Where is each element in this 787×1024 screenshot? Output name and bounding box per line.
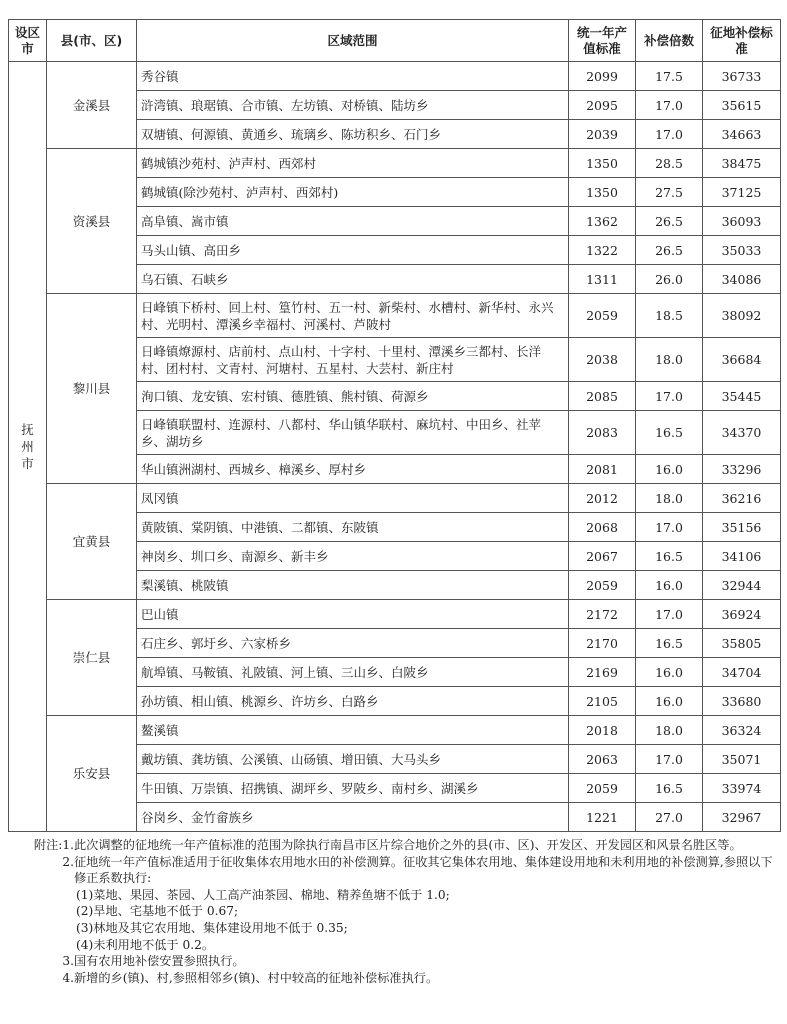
table-row (9, 484, 781, 513)
city-cell: 抚州市 (9, 62, 47, 832)
compensation-standard-cell: 37125 (703, 178, 781, 207)
area-cell: 乌石镇、石峡乡 (137, 265, 569, 294)
compensation-standard-cell: 34663 (703, 120, 781, 149)
annual-output-standard-cell: 1322 (569, 236, 636, 265)
note-2 (6, 854, 781, 887)
compensation-standard-cell: 36684 (703, 338, 781, 382)
compensation-multiple-cell: 16.0 (636, 571, 703, 600)
annual-output-standard-cell: 2063 (569, 745, 636, 774)
note-1 (6, 837, 781, 854)
area-cell: 日峰镇燎源村、店前村、点山村、十字村、十里村、潭溪乡三都村、长洋村、团村村、文青村、河塘村、五星村、大芸村、新庄村 (137, 338, 569, 382)
area-cell: 日峰镇下桥村、回上村、篁竹村、五一村、新柴村、水槽村、新华村、永兴村、光明村、潭溪乡幸福村、河溪村、芦陂村 (137, 294, 569, 338)
note-3-text: 国有农用地补偿安置参照执行。 (74, 954, 245, 969)
compensation-multiple-cell: 27.0 (636, 803, 703, 832)
compensation-standard-cell: 33680 (703, 687, 781, 716)
compensation-standard-cell: 32944 (703, 571, 781, 600)
compensation-standard-cell: 35445 (703, 382, 781, 411)
annual-output-standard-cell: 2059 (569, 774, 636, 803)
compensation-table (8, 19, 781, 832)
area-cell: 巴山镇 (137, 600, 569, 629)
table-body (9, 62, 781, 832)
annual-output-standard-cell: 1350 (569, 178, 636, 207)
note-2-item: (2)旱地、宅基地不低于 0.67; (76, 904, 239, 919)
compensation-multiple-cell: 26.0 (636, 265, 703, 294)
table-row (9, 62, 781, 91)
compensation-multiple-cell: 17.0 (636, 745, 703, 774)
compensation-multiple-cell: 28.5 (636, 149, 703, 178)
area-cell: 双塘镇、何源镇、黄通乡、琉璃乡、陈坊积乡、石门乡 (137, 120, 569, 149)
note-2-label: 2. (62, 854, 74, 869)
compensation-standard-cell: 38475 (703, 149, 781, 178)
compensation-multiple-cell: 27.5 (636, 178, 703, 207)
header-city: 设区市 (9, 20, 47, 62)
compensation-standard-cell: 38092 (703, 294, 781, 338)
compensation-multiple-cell: 16.0 (636, 455, 703, 484)
area-cell: 戴坊镇、龚坊镇、公溪镇、山砀镇、增田镇、大马头乡 (137, 745, 569, 774)
area-cell: 马头山镇、高田乡 (137, 236, 569, 265)
area-cell: 华山镇洲湖村、西城乡、樟溪乡、厚村乡 (137, 455, 569, 484)
compensation-multiple-cell: 26.5 (636, 207, 703, 236)
area-cell: 航埠镇、马鞍镇、礼陂镇、河上镇、三山乡、白陂乡 (137, 658, 569, 687)
compensation-multiple-cell: 16.0 (636, 687, 703, 716)
note-2-item: (1)菜地、果园、茶园、人工高产油茶园、棉地、精养鱼塘不低于 1.0; (76, 887, 450, 902)
annual-output-standard-cell: 2068 (569, 513, 636, 542)
compensation-standard-cell: 34106 (703, 542, 781, 571)
compensation-standard-cell: 36733 (703, 62, 781, 91)
table-row (9, 294, 781, 338)
area-cell: 梨溪镇、桃陂镇 (137, 571, 569, 600)
compensation-standard-cell: 34370 (703, 411, 781, 455)
area-cell: 凤冈镇 (137, 484, 569, 513)
annual-output-standard-cell: 2038 (569, 338, 636, 382)
area-cell: 秀谷镇 (137, 62, 569, 91)
note-3 (6, 953, 781, 970)
header-county: 县(市、区) (47, 20, 137, 62)
county-cell: 资溪县 (47, 149, 137, 294)
compensation-multiple-cell: 18.0 (636, 338, 703, 382)
note-4-text: 新增的乡(镇)、村,参照相邻乡(镇)、村中较高的征地补偿标准执行。 (74, 970, 439, 985)
area-cell: 黄陂镇、棠阴镇、中港镇、二都镇、东陂镇 (137, 513, 569, 542)
annual-output-standard-cell: 2012 (569, 484, 636, 513)
area-cell: 鹤城镇(除沙苑村、泸声村、西郊村) (137, 178, 569, 207)
annual-output-standard-cell: 2018 (569, 716, 636, 745)
compensation-standard-cell: 35033 (703, 236, 781, 265)
area-cell: 高阜镇、嵩市镇 (137, 207, 569, 236)
annual-output-standard-cell: 2059 (569, 571, 636, 600)
compensation-standard-cell: 35615 (703, 91, 781, 120)
annual-output-standard-cell: 2059 (569, 294, 636, 338)
table-row (9, 149, 781, 178)
annual-output-standard-cell: 2067 (569, 542, 636, 571)
annual-output-standard-cell: 1221 (569, 803, 636, 832)
county-cell: 宜黄县 (47, 484, 137, 600)
compensation-multiple-cell: 18.5 (636, 294, 703, 338)
compensation-standard-cell: 35805 (703, 629, 781, 658)
compensation-multiple-cell: 16.5 (636, 411, 703, 455)
compensation-multiple-cell: 16.5 (636, 542, 703, 571)
header-compensation-standard: 征地补偿标准 (703, 20, 781, 62)
county-cell: 乐安县 (47, 716, 137, 832)
header-annual-output-standard: 统一年产值标准 (569, 20, 636, 62)
note-1-text: 此次调整的征地统一年产值标准的范围为除执行南昌市区片综合地价之外的县(市、区)、开发区、开发园区和风景名胜区等。 (74, 838, 742, 852)
annual-output-standard-cell: 2083 (569, 411, 636, 455)
county-cell: 金溪县 (47, 62, 137, 149)
annual-output-standard-cell: 2039 (569, 120, 636, 149)
compensation-standard-cell: 34704 (703, 658, 781, 687)
compensation-multiple-cell: 17.5 (636, 62, 703, 91)
annual-output-standard-cell: 1350 (569, 149, 636, 178)
compensation-standard-cell: 36216 (703, 484, 781, 513)
annual-output-standard-cell: 2172 (569, 600, 636, 629)
compensation-multiple-cell: 16.5 (636, 629, 703, 658)
note-3-label: 3. (62, 954, 74, 969)
header-area: 区域范围 (137, 20, 569, 62)
area-cell: 谷岗乡、金竹畲族乡 (137, 803, 569, 832)
compensation-multiple-cell: 17.0 (636, 382, 703, 411)
compensation-multiple-cell: 17.0 (636, 600, 703, 629)
compensation-standard-cell: 32967 (703, 803, 781, 832)
area-cell: 鹤城镇沙苑村、泸声村、西郊村 (137, 149, 569, 178)
note-4-label: 4. (62, 970, 74, 985)
annual-output-standard-cell: 2099 (569, 62, 636, 91)
note-2-text: 征地统一年产值标准适用于征收集体农用地水田的补偿测算。征收其它集体农用地、集体建设用地和未利用地的补偿测算,参照以下修正系数执行: (74, 854, 773, 886)
compensation-standard-cell: 36093 (703, 207, 781, 236)
compensation-multiple-cell: 17.0 (636, 91, 703, 120)
note-1-label: 附注:1. (33, 838, 74, 852)
note-4 (6, 970, 781, 987)
annual-output-standard-cell: 2085 (569, 382, 636, 411)
compensation-multiple-cell: 17.0 (636, 513, 703, 542)
compensation-multiple-cell: 26.5 (636, 236, 703, 265)
compensation-standard-cell: 35071 (703, 745, 781, 774)
note-2-item: (3)林地及其它农用地、集体建设用地不低于 0.35; (76, 920, 348, 935)
area-cell: 鳌溪镇 (137, 716, 569, 745)
compensation-multiple-cell: 16.5 (636, 774, 703, 803)
annual-output-standard-cell: 1311 (569, 265, 636, 294)
table-row (9, 600, 781, 629)
compensation-standard-cell: 33974 (703, 774, 781, 803)
compensation-standard-cell: 36924 (703, 600, 781, 629)
area-cell: 洵口镇、龙安镇、宏村镇、德胜镇、熊村镇、荷源乡 (137, 382, 569, 411)
header-row (9, 20, 781, 62)
table-row (9, 716, 781, 745)
county-cell: 崇仁县 (47, 600, 137, 716)
annual-output-standard-cell: 2081 (569, 455, 636, 484)
compensation-standard-cell: 35156 (703, 513, 781, 542)
compensation-multiple-cell: 18.0 (636, 484, 703, 513)
area-cell: 神岗乡、圳口乡、南源乡、新丰乡 (137, 542, 569, 571)
area-cell: 牛田镇、万崇镇、招携镇、湖坪乡、罗陂乡、南村乡、湖溪乡 (137, 774, 569, 803)
annual-output-standard-cell: 1362 (569, 207, 636, 236)
annual-output-standard-cell: 2169 (569, 658, 636, 687)
annual-output-standard-cell: 2095 (569, 91, 636, 120)
area-cell: 石庄乡、郭圩乡、六家桥乡 (137, 629, 569, 658)
compensation-multiple-cell: 16.0 (636, 658, 703, 687)
area-cell: 浒湾镇、琅琚镇、合市镇、左坊镇、对桥镇、陆坊乡 (137, 91, 569, 120)
annual-output-standard-cell: 2105 (569, 687, 636, 716)
footnotes (6, 837, 781, 986)
header-compensation-multiple: 补偿倍数 (636, 20, 703, 62)
compensation-standard-cell: 33296 (703, 455, 781, 484)
note-2-item: (4)未利用地不低于 0.2。 (76, 937, 215, 952)
compensation-multiple-cell: 18.0 (636, 716, 703, 745)
annual-output-standard-cell: 2170 (569, 629, 636, 658)
area-cell: 日峰镇联盟村、连源村、八都村、华山镇华联村、麻坑村、中田乡、社苹乡、湖坊乡 (137, 411, 569, 455)
compensation-multiple-cell: 17.0 (636, 120, 703, 149)
compensation-standard-cell: 34086 (703, 265, 781, 294)
area-cell: 孙坊镇、相山镇、桃源乡、许坊乡、白路乡 (137, 687, 569, 716)
county-cell: 黎川县 (47, 294, 137, 484)
compensation-standard-cell: 36324 (703, 716, 781, 745)
